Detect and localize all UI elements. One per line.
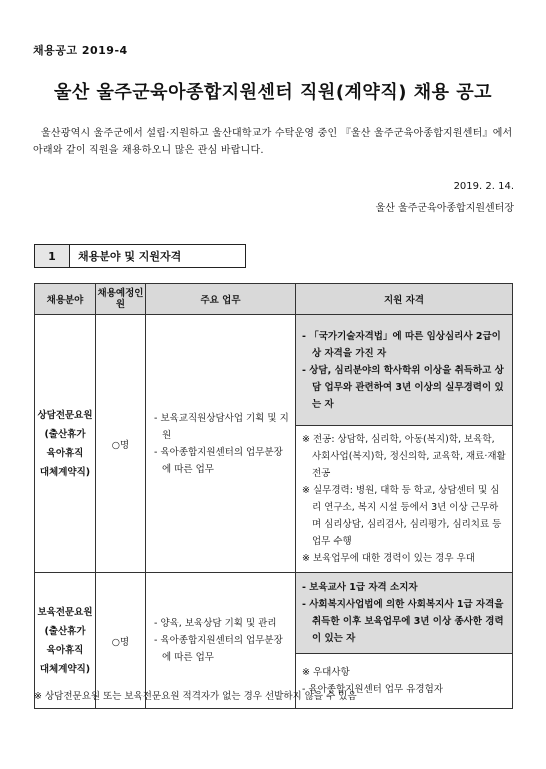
header-field: 채용분야 <box>35 284 96 315</box>
duty-item: - 육아종합지원센터의 업무분장에 따른 업무 <box>154 446 283 475</box>
field-line: 육아휴직 <box>46 644 84 656</box>
issuer-name: 울산 울주군육아종합지원센터장 <box>375 203 514 214</box>
notice-date: 2019. 2. 14. <box>453 181 514 192</box>
hires-cell: ○명 <box>96 573 146 709</box>
field-line: 대체계약직) <box>39 663 91 675</box>
qualification-item: - 보육교사 1급 자격 소지자 <box>302 582 418 593</box>
field-line: 육아휴직 <box>46 447 84 459</box>
field-line: 대체계약직) <box>39 466 91 478</box>
qualification-note: ※ 실무경력: 병원, 대학 등 학교, 상담센터 및 심리 연구소, 복지 시설 등에서 3년 이상 근무하며 심리상담, 심리검사, 심리평가, 심리치료 등 업무 수행 <box>302 485 502 547</box>
header-hires: 채용예정인원 <box>96 284 146 315</box>
notice-number: 채용공고 2019-4 <box>33 44 128 57</box>
intro-paragraph: 울산광역시 울주군에서 설립·지원하고 울산대학교가 수탁운영 중인 『울산 울주군육아종합지원센터』에서 아래와 같이 직원을 채용하오니 많은 관심 바랍니다. <box>33 128 513 156</box>
field-cell <box>35 315 96 573</box>
table-row <box>35 315 513 426</box>
qualification-note: ※ 전공: 상담학, 심리학, 아동(복지)학, 보육학, 사회사업(복지)학, 정신의학, 교육학, 재료·재활 전공 <box>302 434 506 479</box>
section-number: 1 <box>35 245 70 267</box>
duty-item: - 보육교직원상담사업 기획 및 지원 <box>154 412 289 441</box>
qualification-item: - 상담, 심리분야의 학사학위 이상을 취득하고 상담 업무와 관련하여 3년 이상의 실무경력이 있는 자 <box>302 364 504 410</box>
section-label: 채용분야 및 지원자격 <box>78 250 182 263</box>
page-title: 울산 울주군육아종합지원센터 직원(계약직) 채용 공고 <box>53 82 493 103</box>
qualification-notes-cell <box>296 426 513 573</box>
qualification-note: ※ 보육업무에 대한 경력이 있는 경우 우대 <box>302 553 475 564</box>
duty-item: - 양육, 보육상담 기획 및 관리 <box>154 618 277 629</box>
qualification-main-cell <box>296 315 513 426</box>
header-qualifications: 지원 자격 <box>296 284 513 315</box>
table-row <box>35 573 513 654</box>
field-line: (출산휴가 <box>44 625 86 637</box>
qualification-item: - 사회복지사업법에 의한 사회복지사 1급 자격을 취득한 이후 보육업무에 3년 이상 종사한 경력이 있는 자 <box>302 599 504 644</box>
section-heading <box>34 244 246 268</box>
qualification-note: - 육아종합지원센터 업무 유경험자 <box>302 684 443 695</box>
qualification-note: ※ 우대사항 <box>302 667 350 678</box>
hires-cell: ○명 <box>96 315 146 573</box>
field-line: 보육전문요원 <box>37 606 93 618</box>
duty-item: - 육아종합지원센터의 업무분장에 따른 업무 <box>154 635 283 663</box>
footer-note: ※ 상담전문요원 또는 보육전문요원 적격자가 없는 경우 선발하지 않을 수 있음 <box>34 691 357 702</box>
qualification-main-cell <box>296 573 513 654</box>
field-line: (출산휴가 <box>44 428 86 440</box>
qualification-item: - 「국가기술자격법」에 따른 임상심리사 2급이상 자격을 가진 자 <box>302 330 501 359</box>
table-header-row <box>35 284 513 315</box>
duties-cell <box>146 315 296 573</box>
recruitment-table <box>34 283 513 709</box>
header-duties: 주요 업무 <box>146 284 296 315</box>
field-line: 상담전문요원 <box>37 409 93 421</box>
